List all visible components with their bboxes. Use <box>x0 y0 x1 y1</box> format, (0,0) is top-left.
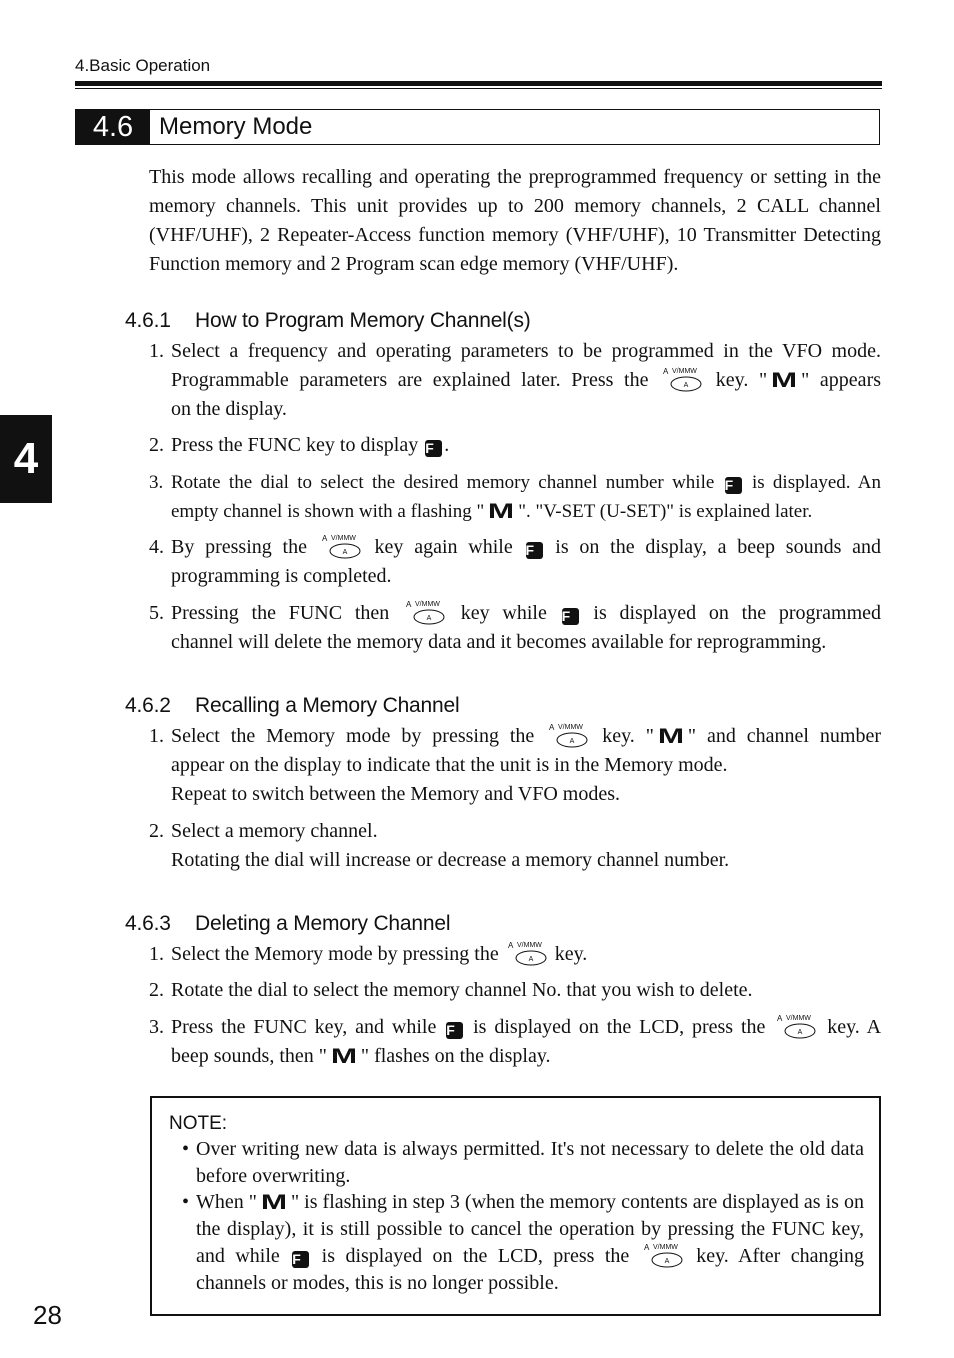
list-text: Select the Memory mode by pressing the <box>171 725 535 747</box>
section-title: Memory Mode <box>159 113 313 140</box>
svg-text:A: A <box>664 1258 670 1265</box>
list-text: channel will delete the memory data and it becomes available for reprogramming. <box>171 631 827 653</box>
page-number: 28 <box>33 1300 62 1330</box>
list-number: 2. <box>149 979 164 1001</box>
func-f-icon: F <box>725 477 742 494</box>
list-number: 3. <box>149 472 164 493</box>
svg-text:M: M <box>260 1193 288 1211</box>
header-rule-thin <box>75 88 882 89</box>
vmmw-key-icon <box>320 533 362 561</box>
list-number: 4. <box>149 536 164 558</box>
list-text: is displayed on the LCD, press the <box>473 1016 766 1038</box>
list-item <box>149 722 881 809</box>
svg-text:M: M <box>330 1047 358 1065</box>
vmmw-key-icon <box>404 599 446 627</box>
subsection-heading-program <box>125 309 531 333</box>
running-header: 4.Basic Operation <box>75 56 211 75</box>
list-text: is displayed. An <box>751 472 881 493</box>
vmmw-key-icon <box>547 722 589 750</box>
list-text: appear on the display to indicate that the unit is in the Memory mode. <box>171 754 728 776</box>
vmmw-key-icon <box>506 940 548 968</box>
chapter-tab: 4 <box>0 415 52 503</box>
list-text: key. A <box>827 1016 882 1038</box>
svg-text:A: A <box>683 382 689 389</box>
list-item <box>149 533 881 591</box>
list-text: Rotate the dial to select the memory channel No. that you wish to delete. <box>171 979 753 1001</box>
intro-paragraph: This mode allows recalling and operating the preprogrammed frequency or setting in the memory channels. This unit provides up to 200 memory channels, 2 CALL channel (VHF/UHF), 2 Repeater-Access function memory (VHF/UHF), 10 Transmitter Detecting Function memory and 2 Program scan edge memory (VHF/UHF). <box>149 166 881 275</box>
header-rule <box>75 81 882 86</box>
list-text: is displayed on the programmed <box>593 602 882 624</box>
vmmw-key-icon <box>661 366 703 394</box>
list-text: key while <box>460 602 547 624</box>
list-item <box>149 337 881 424</box>
svg-text:A: A <box>321 534 328 543</box>
subsection-title: Recalling a Memory Channel <box>195 694 460 717</box>
section-number: 4.6 <box>76 110 150 144</box>
list-text: Select a memory channel. <box>171 820 378 842</box>
svg-text:M: M <box>488 502 515 520</box>
list-text: beep sounds, then " <box>171 1045 327 1067</box>
list-text: is on the display, a beep sounds and <box>555 536 882 558</box>
memory-m-icon <box>655 725 687 743</box>
list-text: ". "V-SET (U-SET)" is explained later. <box>518 501 813 522</box>
list-text: Select the Memory mode by pressing the <box>171 943 499 965</box>
list-number: 1. <box>149 943 164 965</box>
list-item <box>149 599 881 657</box>
list-text: " appears <box>801 369 882 391</box>
subsection-number: 4.6.2 <box>125 694 171 717</box>
svg-text:M: M <box>657 727 684 745</box>
svg-text:A: A <box>507 941 514 950</box>
note-text: is displayed on the LCD, press the <box>321 1245 630 1267</box>
svg-text:A: A <box>797 1029 803 1036</box>
list-text: " flashes on the display. <box>360 1045 551 1067</box>
svg-text:A: A <box>643 1243 650 1252</box>
list-number: 1. <box>149 725 164 747</box>
list-text: key. <box>554 943 588 965</box>
func-f-icon: F <box>562 608 579 625</box>
svg-text:A: A <box>426 615 432 622</box>
func-f-icon: F <box>425 440 442 457</box>
vmmw-key-icon <box>775 1013 817 1041</box>
list-item <box>149 976 881 1005</box>
list-text: " and channel number <box>687 725 881 747</box>
bullet: • <box>182 1191 190 1213</box>
svg-text:V/MMW: V/MMW <box>652 1244 678 1251</box>
list-item <box>149 817 881 875</box>
memory-m-icon <box>768 369 800 387</box>
list-text: empty channel is shown with a flashing " <box>171 501 485 522</box>
subsection-heading-recall <box>125 694 459 718</box>
list-text: Pressing the FUNC then <box>171 602 390 624</box>
section-title-box <box>75 109 880 145</box>
svg-text:A: A <box>549 723 555 732</box>
note-text: When " <box>196 1191 257 1213</box>
list-text: key. " <box>715 369 768 391</box>
list-number: 2. <box>149 434 164 456</box>
list-item <box>149 468 881 526</box>
list-text: Rotate the dial to select the desired memory channel number while <box>171 472 715 493</box>
list-text: Repeat to switch between the Memory and VFO modes. <box>171 783 620 805</box>
svg-text:V/MMW: V/MMW <box>558 724 584 731</box>
list-text: programming is completed. <box>171 565 392 587</box>
func-f-icon: F <box>526 542 543 559</box>
note-text: " is flashing in step 3 (when the memory contents are displayed as is on the display), it is still possible to cancel the operation by pressing the FUNC key, and while <box>196 1191 864 1267</box>
svg-text:A: A <box>663 367 669 376</box>
list-number: 2. <box>149 820 164 842</box>
svg-text:A: A <box>406 600 412 609</box>
list-number: 1. <box>149 340 164 362</box>
note-item <box>182 1136 864 1189</box>
list-text: key again while <box>374 536 513 558</box>
memory-m-icon <box>485 500 517 518</box>
list-number: 5. <box>149 602 164 624</box>
note-title: NOTE: <box>169 1113 228 1134</box>
note-text: key. After changing channels or modes, this is no longer possible. <box>196 1245 865 1294</box>
memory-m-icon <box>258 1192 290 1210</box>
svg-text:V/MMW: V/MMW <box>516 942 542 949</box>
svg-text:M: M <box>771 371 798 389</box>
svg-text:V/MMW: V/MMW <box>415 601 440 608</box>
list-text: key. " <box>602 725 654 747</box>
svg-text:V/MMW: V/MMW <box>786 1015 812 1022</box>
list-item <box>149 1013 881 1071</box>
list-text: Programmable parameters are explained later. Press the <box>171 369 649 391</box>
subsection-title: How to Program Memory Channel(s) <box>195 309 531 332</box>
svg-text:A: A <box>528 956 534 963</box>
svg-text:A: A <box>569 738 575 745</box>
svg-text:A: A <box>342 549 348 556</box>
list-text: Select a frequency and operating parameters to be programmed in the VFO mode. <box>171 340 881 362</box>
bullet: • <box>182 1138 190 1160</box>
note-box <box>150 1096 881 1316</box>
list-text: on the display. <box>171 398 287 420</box>
svg-text:V/MMW: V/MMW <box>672 368 698 375</box>
svg-text:V/MMW: V/MMW <box>330 535 356 542</box>
svg-text:A: A <box>777 1014 783 1023</box>
subsection-heading-delete <box>125 912 450 936</box>
func-f-icon: F <box>446 1022 463 1039</box>
subsection-number: 4.6.3 <box>125 912 171 935</box>
memory-m-icon <box>328 1045 360 1063</box>
list-text: By pressing the <box>171 536 307 558</box>
list-text: Rotating the dial will increase or decrease a memory channel number. <box>171 849 730 871</box>
note-text: Over writing new data is always permitted. It's not necessary to delete the old data before overwriting. <box>196 1138 864 1187</box>
list-text: Press the FUNC key to display <box>171 434 419 456</box>
list-number: 3. <box>149 1016 164 1038</box>
subsection-number: 4.6.1 <box>125 309 171 332</box>
func-f-icon: F <box>292 1251 309 1268</box>
subsection-title: Deleting a Memory Channel <box>195 912 451 935</box>
list-text: Press the FUNC key, and while <box>171 1016 437 1038</box>
list-text: . <box>444 434 450 456</box>
vmmw-key-icon <box>642 1242 684 1270</box>
list-item <box>149 431 881 460</box>
note-item <box>182 1189 864 1297</box>
list-item <box>149 940 881 969</box>
